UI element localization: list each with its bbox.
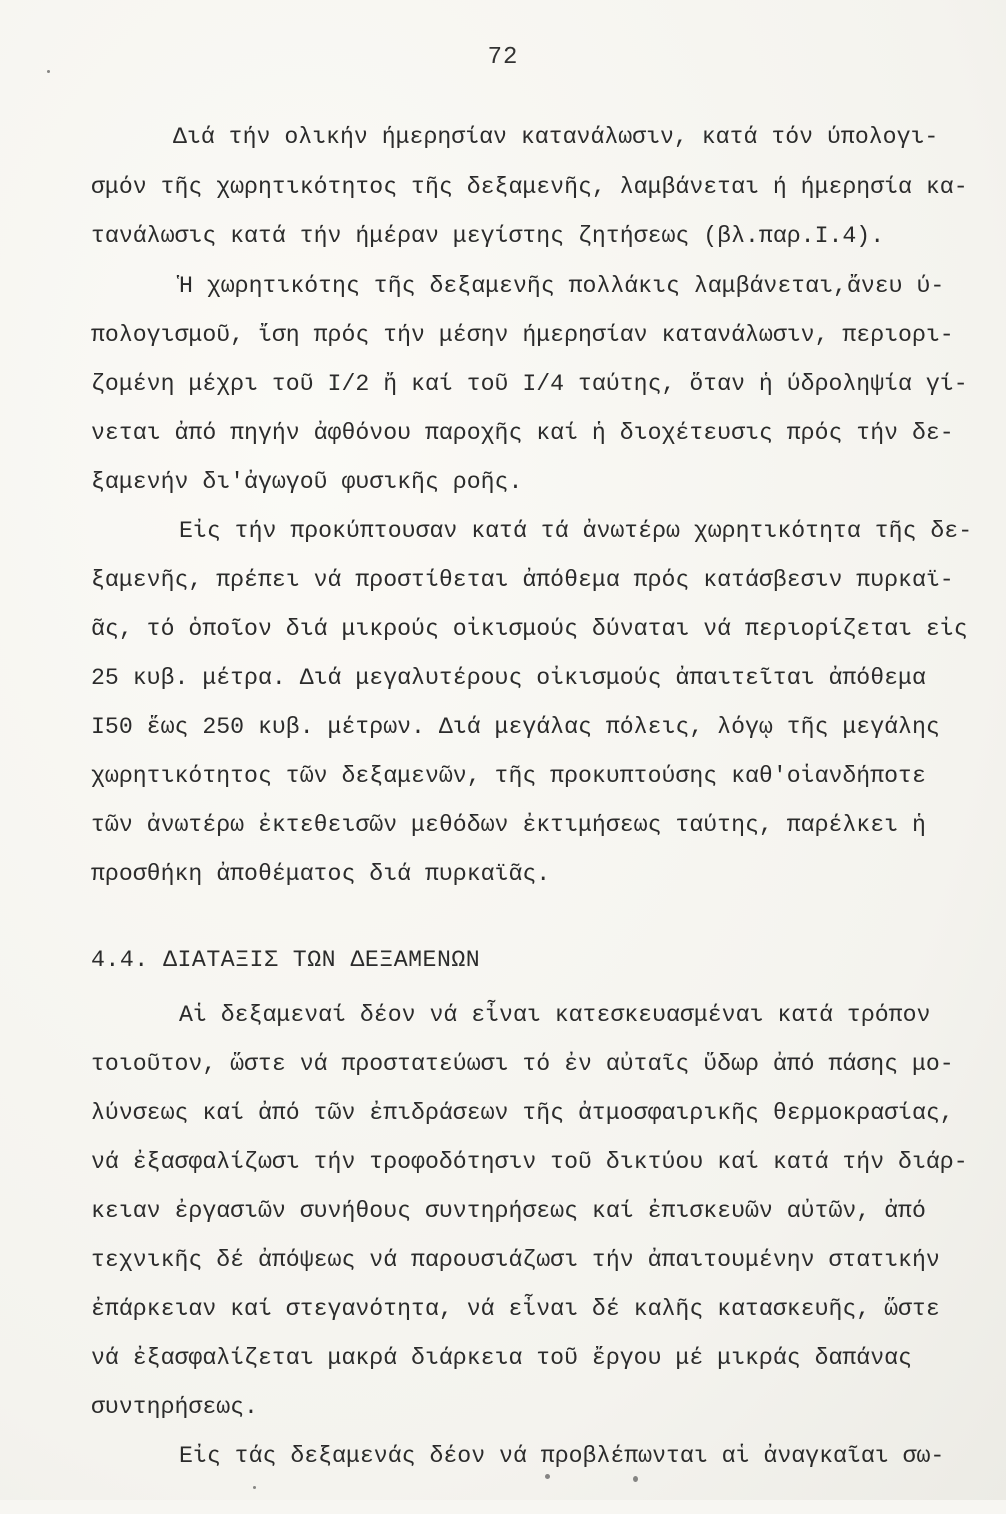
text-line: τῶν ἀνωτέρω ἐκτεθεισῶν μεθόδων ἐκτιμήσεως ταύτης, παρέλκει ἡ: [91, 812, 926, 838]
text-line: τεχνικῆς δέ ἀπόψεως νά παρουσιάζωσι τήν ἀπαιτουμένην στατικήν: [91, 1247, 940, 1273]
text-line: ᾶς, τό ὁποῖον διά μικρούς οἰκισμούς δύναται νά περιορίζεται εἰς: [91, 616, 968, 642]
text-line: τανάλωσις κατά τήν ήμέραν μεγίστης ζητήσεως (βλ.παρ.I.4).: [91, 223, 885, 249]
text-line: λύνσεως καί ἀπό τῶν ἐπιδράσεων τῆς ἀτμοσφαιρικῆς θερμοκρασίας,: [91, 1100, 954, 1126]
ink-speck: [633, 1476, 638, 1482]
text-line: νά ἐξασφαλίζεται μακρά διάρκεια τοῦ ἔργου μέ μικράς δαπάνας: [91, 1345, 912, 1371]
page-number: 72: [487, 44, 519, 71]
text-line: Εἰς τήν προκύπτουσαν κατά τά ἀνωτέρω χωρητικότητα τῆς δε-: [179, 518, 973, 544]
text-line: ζομένη μέχρι τοῦ I/2 ἤ καί τοῦ I/4 ταύτης, ὅταν ἡ ύδροληψία γί-: [91, 371, 968, 397]
text-line: ξαμενῆς, πρέπει νά προστίθεται ἀπόθεμα πρός κατάσβεσιν πυρκαϊ-: [91, 567, 954, 593]
text-line: τοιοῦτον, ὥστε νά προστατεύωσι τό ἐν αὐταῖς ὕδωρ ἀπό πάσης μο-: [91, 1051, 954, 1077]
text-line: προσθήκη ἀποθέματος διά πυρκαϊᾶς.: [91, 861, 551, 887]
ink-speck: [545, 1474, 550, 1479]
section-heading: 4.4. ΔΙΑΤΑΞΙΣ ΤΩΝ ΔΕΞΑΜΕΝΩΝ: [91, 947, 481, 973]
ink-speck: [253, 1486, 256, 1489]
text-line: νεται ἀπό πηγήν ἀφθόνου παροχῆς καί ἡ διοχέτευσις πρός τήν δε-: [91, 420, 954, 446]
text-line: χωρητικότητος τῶν δεξαμενῶν, τῆς προκυπτούσης καθ'οἱανδήποτε: [91, 763, 926, 789]
text-line: Ἡ χωρητικότης τῆς δεξαμενῆς πολλάκις λαμβάνεται,ἄνευ ύ-: [179, 273, 945, 299]
text-line: Αἱ δεξαμεναί δέον νά εἶναι κατεσκευασμέναι κατά τρόπον: [179, 1002, 931, 1028]
text-line: νά ἐξασφαλίζωσι τήν τροφοδότησιν τοῦ δικτύου καί κατά τήν διάρ-: [91, 1149, 968, 1175]
text-line: Διά τήν ολικήν ήμερησίαν κατανάλωσιν, κατά τόν ύπολογι-: [173, 124, 939, 150]
text-line: ξαμενήν δι'ἀγωγοῦ φυσικῆς ροῆς.: [91, 469, 523, 495]
text-line: ἐπάρκειαν καί στεγανότητα, νά εἶναι δέ καλῆς κατασκευῆς, ὥστε: [91, 1296, 940, 1322]
text-line: 25 κυβ. μέτρα. Διά μεγαλυτέρους οἰκισμούς ἀπαιτεῖται ἀπόθεμα: [91, 665, 926, 691]
ink-speck: [47, 70, 50, 73]
text-line: Εἰς τάς δεξαμενάς δέον νά προβλέπωνται αἱ ἀναγκαῖαι σω-: [179, 1443, 945, 1469]
text-line: συντηρήσεως.: [91, 1394, 258, 1420]
text-line: I50 ἕως 250 κυβ. μέτρων. Διά μεγάλας πόλεις, λόγῳ τῆς μεγάλης: [91, 714, 940, 740]
text-line: σμόν τῆς χωρητικότητος τῆς δεξαμενῆς, λαμβάνεται ή ήμερησία κα-: [91, 174, 968, 200]
text-line: πολογισμοῦ, ἴση πρός τήν μέσην ήμερησίαν κατανάλωσιν, περιορι-: [91, 322, 954, 348]
text-line: κειαν ἐργασιῶν συνήθους συντηρήσεως καί ἐπισκευῶν αὐτῶν, ἀπό: [91, 1198, 926, 1224]
